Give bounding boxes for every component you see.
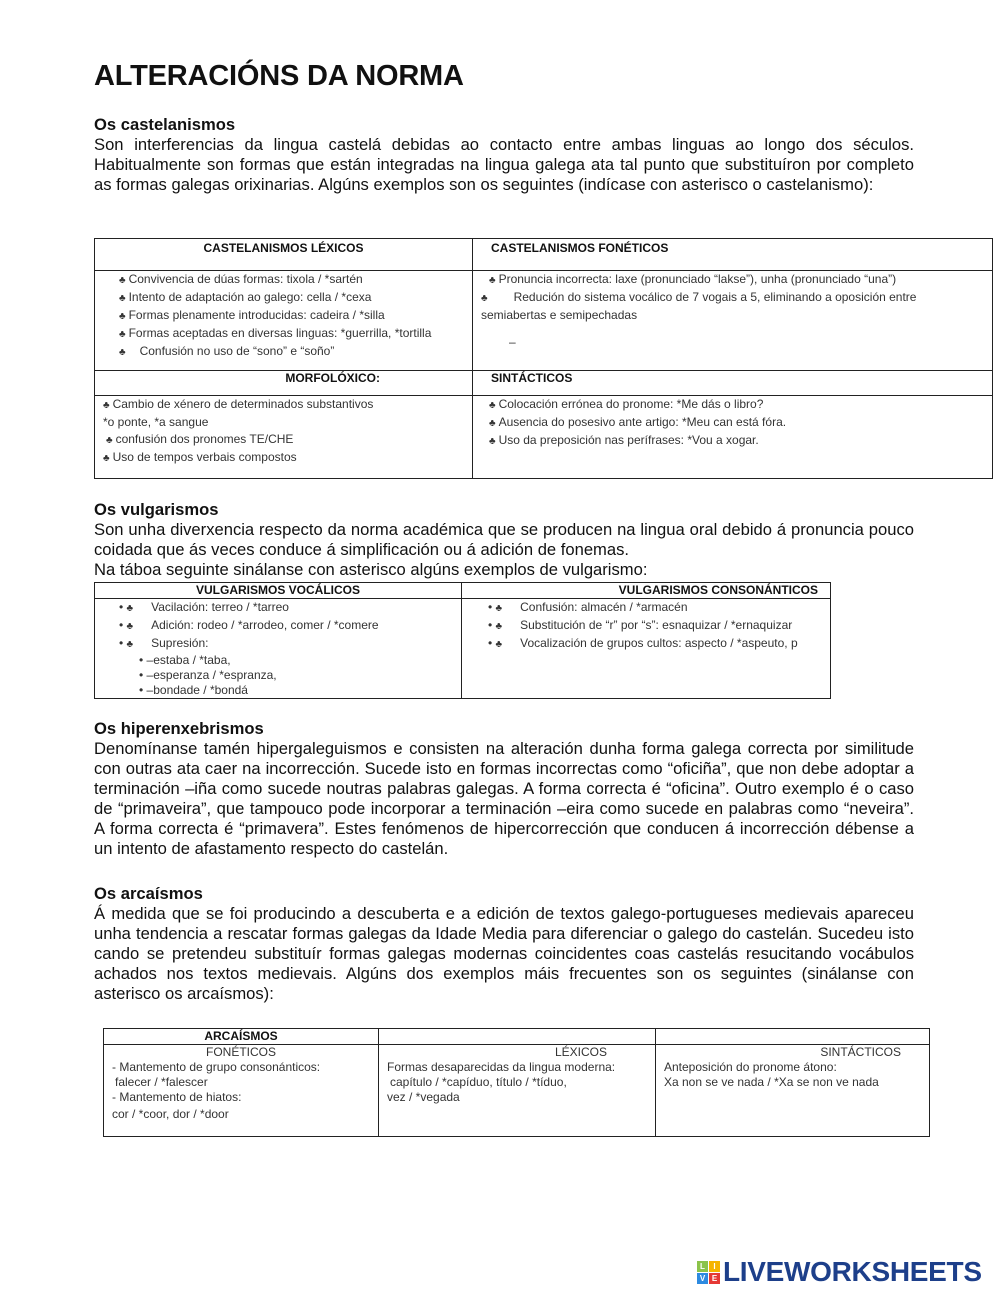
list-item: *o ponte, *a sangue	[103, 415, 209, 429]
list-item: Anteposición do pronome átono:	[664, 1060, 837, 1074]
list-item: Convivencia de dúas formas: tixola / *sartén	[128, 272, 363, 286]
club-bullet-icon: ♣	[119, 347, 126, 358]
list-item: cor / *coor, dor / *door	[112, 1107, 229, 1121]
list-item: –	[509, 335, 516, 349]
morfoloxico-header: MORFOLÓXICO:	[95, 371, 473, 396]
list-item: Intento de adaptación ao galego: cella / *cexa	[128, 290, 372, 304]
section-hiperenxebrismos	[94, 719, 914, 859]
section-heading: Os hiperenxebrismos	[94, 719, 264, 738]
club-bullet-icon: ♣	[119, 293, 126, 304]
section-heading: Os castelanismos	[94, 115, 236, 134]
list-item: Cambio de xénero de determinados substantivos	[112, 397, 374, 411]
list-item: Formas aceptadas en diversas linguas: *guerrilla, *tortilla	[128, 326, 432, 340]
club-bullet-icon: ♣	[489, 275, 496, 286]
logo-blocks-icon: L I V E	[697, 1261, 720, 1284]
list-item: Formas desaparecidas da lingua moderna:	[387, 1060, 616, 1074]
foneticos-header: CASTELANISMOS FONÉTICOS	[473, 239, 993, 271]
list-item: –esperanza / *espranza,	[146, 668, 277, 682]
section-heading: Os arcaísmos	[94, 884, 203, 903]
liveworksheets-logo	[697, 1256, 982, 1288]
list-item: Uso de tempos verbais compostos	[112, 450, 297, 464]
list-item: –bondade / *bondá	[146, 683, 248, 697]
list-item: Confusión no uso de “sono” e “soño”	[139, 344, 335, 358]
vulgarismos-table	[94, 582, 831, 699]
list-item: confusión dos pronomes TE/CHE	[115, 432, 294, 446]
consonanticos-header: VULGARISMOS CONSONÁNTICOS	[462, 583, 831, 599]
arcaismos-table	[103, 1028, 930, 1137]
list-item: Vacilación: terreo / *tarreo	[151, 600, 289, 614]
sintacticos-cell	[656, 1045, 930, 1137]
club-bullet-icon: ♣	[489, 436, 496, 447]
section-castelanismos	[94, 115, 914, 195]
list-item: Redución do sistema vocálico de 7 vogais a 5, eliminando a oposición entre semiabertas e semipechadas	[481, 290, 917, 322]
club-bullet-icon: ♣	[481, 293, 488, 304]
list-item: Supresión:	[151, 636, 209, 650]
column-label: SINTÁCTICOS	[820, 1045, 901, 1059]
club-bullet-icon: ♣	[119, 329, 126, 340]
list-item: capítulo / *capíduo, título / *tíduo,	[390, 1075, 567, 1089]
section-text: Son unha diverxencia respecto da norma académica que se producen na lingua oral debido á pronuncia pouco coidada que ás veces conduce á simplificación ou á adición de fonemas.	[94, 520, 914, 559]
list-item: Substitución de “r” por “s”: esnaquizar / *ernaquizar	[520, 618, 793, 632]
section-text: Son interferencias da lingua castelá debidas ao contacto entre ambas linguas ao longo dos séculos. Habitualmente son formas que están integradas na lingua galega ata tal punto que substituíron por completo as formas galegas orixinarias. Algúns exemplos son os seguintes (indícase con asterisco o castelanismo):	[94, 135, 914, 194]
list-item: - Mantemento de grupo consonánticos:	[112, 1060, 321, 1074]
club-bullet-icon: ♣	[489, 400, 496, 411]
section-text: Á medida que se foi producindo a descuberta e a edición de textos galego-portugueses medievais apareceu unha tendencia a rescatar formas galegas da Idade Media para diferenciar o galego do castelán. Sucedeu isto cando se pretendeu substituír formas galegas modernas coincidentes coas castelás resucitando vocábulos achados nos textos medievais. Algúns dos exemplos máis frecuentes son os seguintes (sinálanse con asterisco os arcaísmos):	[94, 904, 914, 1003]
list-item: Confusión: almacén / *armacén	[520, 600, 688, 614]
club-bullet-icon: ♣	[103, 453, 110, 464]
foneticos-cell	[104, 1045, 379, 1137]
list-item: vez / *vegada	[387, 1090, 460, 1104]
club-bullet-icon: ♣	[103, 400, 110, 411]
section-text-2: Na táboa seguinte sinálanse con asterisco algúns exemplos de vulgarismo:	[94, 560, 648, 579]
lexicos-cell	[379, 1045, 656, 1137]
club-bullet-icon: ♣	[106, 435, 113, 446]
list-item: Uso da preposición nas perífrases: *Vou a xogar.	[498, 433, 759, 447]
arcaismos-header: ARCAÍSMOS	[104, 1029, 379, 1045]
foneticos-cell	[473, 271, 993, 371]
consonanticos-cell: • ♣ Confusión: almacén / *armacén • ♣ Substitución de “r” por “s”: esnaquizar / *ernaquizar • ♣ Vocalización de grupos cultos: aspecto / *aspeuto, p	[462, 599, 831, 699]
club-bullet-icon: ♣	[119, 311, 126, 322]
list-item: falecer / *falescer	[115, 1075, 208, 1089]
list-item: Formas plenamente introducidas: cadeira / *silla	[128, 308, 385, 322]
list-item: Vocalización de grupos cultos: aspecto / *aspeuto, p	[520, 636, 798, 650]
morfoloxico-cell	[95, 396, 473, 479]
sintacticos-header: SINTÁCTICOS	[473, 371, 993, 396]
list-item: Ausencia do posesivo ante artigo: *Meu can está fóra.	[498, 415, 787, 429]
section-arcaismos	[94, 884, 914, 1004]
logo-text: LIVEWORKSHEETS	[723, 1256, 982, 1287]
club-bullet-icon: ♣	[119, 275, 126, 286]
section-vulgarismos	[94, 500, 914, 580]
page-title: ALTERACIÓNS DA NORMA	[94, 60, 464, 92]
list-item: Adición: rodeo / *arrodeo, comer / *comere	[151, 618, 379, 632]
list-item: Xa non se ve nada / *Xa se non ve nada	[664, 1075, 879, 1089]
section-text: Denomínanse tamén hipergaleguismos e consisten na alteración dunha forma galega correcta por similitude con outras ata caer na incorrección. Sucede isto en formas incorrectas como “oficiña”, que non debe adoptar a terminación –iña como sucede noutras palabras galegas. A forma correcta é “oficina”. Outro exemplo é o caso de “primaveira”, que tampouco pode incorporar a terminación –eira como sucede en palabras como “neveira”. A forma correcta é “primavera”. Estes fenómenos de hipercorrección que conducen á incorrección débense a un intento de afastamento respecto do castelán.	[94, 739, 914, 858]
sintacticos-cell	[473, 396, 993, 479]
section-heading: Os vulgarismos	[94, 500, 219, 519]
list-item: –estaba / *taba,	[146, 653, 231, 667]
list-item: Pronuncia incorrecta: laxe (pronunciado “lakse”), unha (pronunciado “una”)	[498, 272, 897, 286]
vocalicos-cell: • ♣ Vacilación: terreo / *tarreo • ♣ Adición: rodeo / *arrodeo, comer / *comere • ♣ Supresión: • –estaba / *taba, • –esperanza / *espranza, • –bondade / *bondá	[95, 599, 462, 699]
vocalicos-header: VULGARISMOS VOCÁLICOS	[95, 583, 462, 599]
lexicos-header: CASTELANISMOS LÉXICOS	[95, 239, 473, 271]
club-bullet-icon: ♣	[489, 418, 496, 429]
lexicos-cell	[95, 271, 473, 371]
list-item: - Mantemento de hiatos:	[112, 1090, 242, 1104]
column-label: FONÉTICOS	[205, 1045, 276, 1059]
column-label: LÉXICOS	[554, 1045, 607, 1059]
list-item: Colocación errónea do pronome: *Me dás o libro?	[498, 397, 764, 411]
castelanismos-table	[94, 238, 993, 479]
